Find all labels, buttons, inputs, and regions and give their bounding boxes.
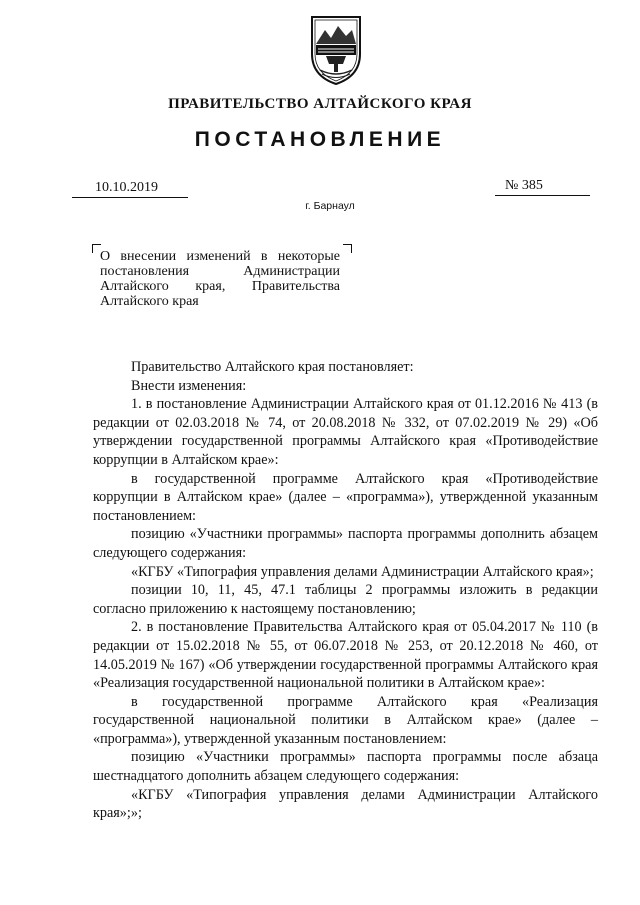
body-paragraph: в государственной программе Алтайского края «Реализация государственной национальной политики в Алтайском крае» (далее – «программа»), утвержденной указанным постановлением: (93, 693, 598, 747)
body-paragraph: позиции 10, 11, 45, 47.1 таблицы 2 программы изложить в редакции согласно приложению к настоящему постановлению; (93, 582, 598, 617)
body-paragraph: Правительство Алтайского края постановляет: (131, 359, 414, 375)
document-body (93, 358, 598, 823)
body-paragraph: 1. в постановление Администрации Алтайского края от 01.12.2016 № 413 (в редакции от 02.03.2018 № 74, от 20.08.2018 № 332, от 07.02.2019 № 29) «Об утверждении государственной программы Алтайского края «Противодействие коррупции в Алтайском крае»: (93, 396, 598, 468)
document-date: 10.10.2019 (95, 180, 158, 195)
government-name: ПРАВИТЕЛЬСТВО АЛТАЙСКОГО КРАЯ (168, 96, 472, 112)
body-paragraph: «КГБУ «Типография управления делами Администрации Алтайского края»; (131, 563, 594, 580)
date-underline (72, 197, 188, 198)
coat-of-arms-icon (308, 14, 364, 86)
body-paragraph: в государственной программе Алтайского края «Противодействие коррупции в Алтайском крае» (далее – «программа»), утвержденной указанным постановлением: (93, 470, 598, 524)
document-subject: О внесении изменений в некоторые постановления Администрации Алтайского края, Правительства Алтайского края (100, 249, 340, 309)
city-name: г. Барнаул (305, 200, 355, 212)
body-paragraph: позицию «Участники программы» паспорта программы после абзаца шестнадцатого дополнить абзацем следующего содержания: (93, 749, 598, 785)
number-underline (495, 195, 590, 196)
body-paragraph: «КГБУ «Типография управления делами Администрации Алтайского края»;»; (93, 786, 598, 822)
body-paragraph: Внести изменения: (131, 377, 247, 394)
subject-bracket-right (343, 244, 352, 253)
document-number: № 385 (505, 178, 543, 193)
document-type-title: ПОСТАНОВЛЕНИЕ (194, 128, 446, 151)
body-paragraph: 2. в постановление Правительства Алтайского края от 05.04.2017 № 110 (в редакции от 15.02.2018 № 55, от 06.07.2018 № 253, от 20.12.2018 № 460, от 14.05.2019 № 167) «Об утверждении государственной программы Алтайского края «Реализация государственной национальной политики в Алтайском крае»: (93, 619, 598, 692)
body-paragraph: позицию «Участники программы» паспорта программы дополнить абзацем следующего содержания: (93, 526, 598, 561)
